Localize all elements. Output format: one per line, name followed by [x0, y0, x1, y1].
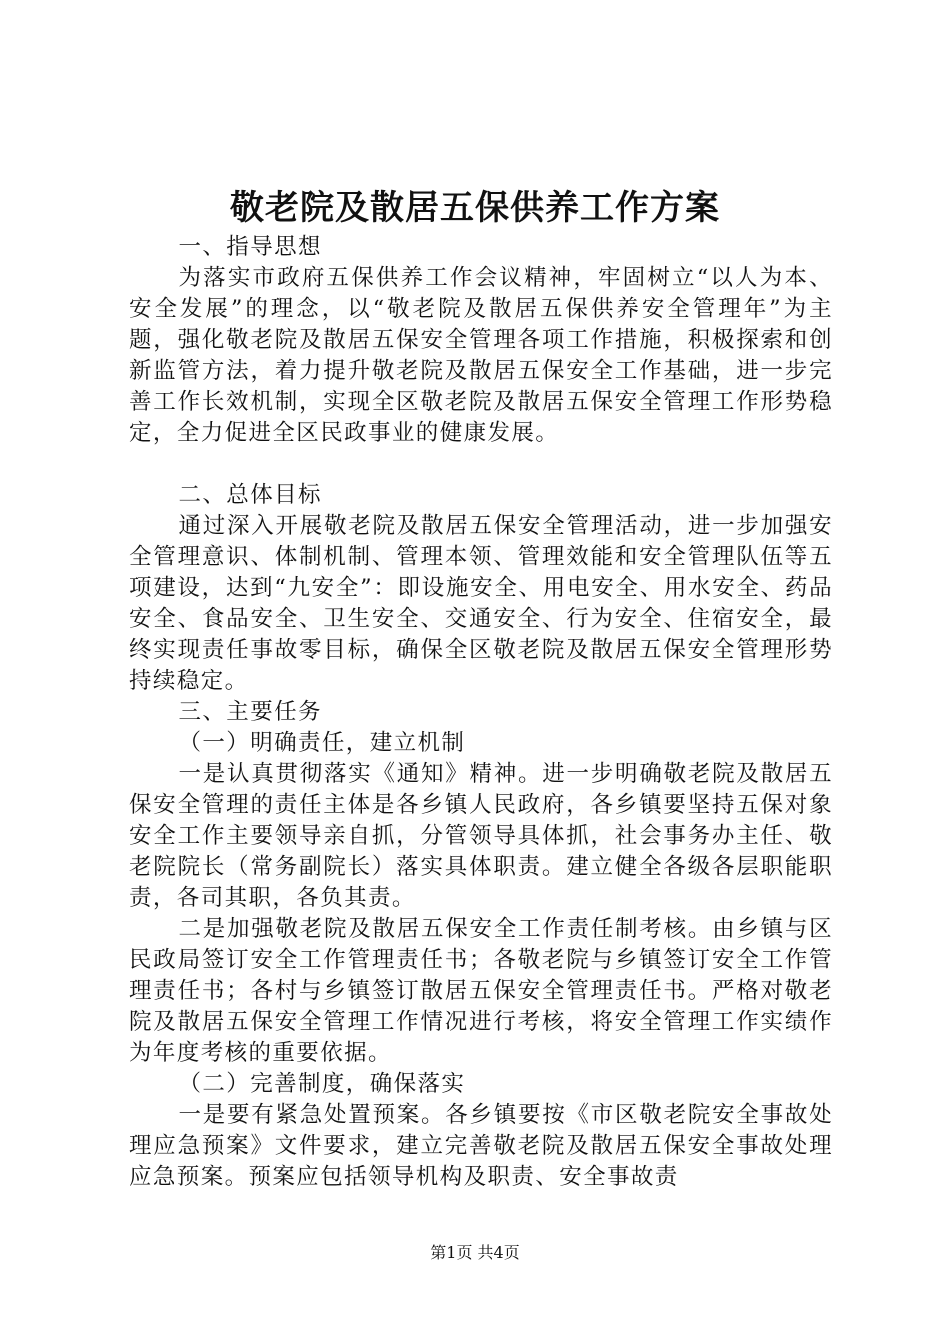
section-heading-overall-goal: 二、总体目标	[178, 482, 322, 508]
paragraph-task-1: 一是认真贯彻落实《通知》精神。进一步明确敬老院及散居五保安全管理的责任主体是各乡镇人民政府，各乡镇要坚持五保对象安全工作主要领导亲自抓，分管领导具体抓，社会事务办主任、敬老院院长（常务副院长）落实具体职责。建立健全各级各层职能职责，各司其职，各负其责。	[129, 761, 833, 911]
section-heading-main-tasks: 三、主要任务	[178, 699, 322, 725]
page-title: 敬老院及散居五保供养工作方案	[230, 188, 720, 228]
subsection-heading-responsibility: （一）明确责任，建立机制	[178, 730, 466, 756]
paragraph-task-2: 二是加强敬老院及散居五保安全工作责任制考核。由乡镇与区民政局签订安全工作管理责任书；各敬老院与乡镇签订安全工作管理责任书；各村与乡镇签订散居五保安全管理责任书。严格对敬老院及散居五保安全管理工作情况进行考核，将安全管理工作实绩作为年度考核的重要依据。	[129, 916, 833, 1066]
paragraph-task-3: 一是要有紧急处置预案。各乡镇要按《市区敬老院安全事故处理应急预案》文件要求，建立完善敬老院及散居五保安全事故处理应急预案。预案应包括领导机构及职责、安全事故责	[129, 1102, 833, 1190]
page-footer: 第1页 共4页	[430, 1243, 520, 1262]
paragraph-overall-goal: 通过深入开展敬老院及散居五保安全管理活动，进一步加强安全管理意识、体制机制、管理本领、管理效能和安全管理队伍等五项建设，达到“九安全”：即设施安全、用电安全、用水安全、药品安全、食品安全、卫生安全、交通安全、行为安全、住宿安全，最终实现责任事故零目标，确保全区敬老院及散居五保安全管理形势持续稳定。	[129, 513, 833, 694]
blank-line	[129, 449, 833, 480]
subsection-heading-system: （二）完善制度，确保落实	[178, 1071, 466, 1097]
paragraph-guiding-thought: 为落实市政府五保供养工作会议精神，牢固树立“以人为本、安全发展”的理念，以“敬老院及散居五保供养安全管理年”为主题，强化敬老院及散居五保安全管理各项工作措施，积极探索和创新监管方法，着力提升敬老院及散居五保安全工作基础，进一步完善工作长效机制，实现全区敬老院及散居五保安全管理工作形势稳定，全力促进全区民政事业的健康发展。	[129, 265, 833, 446]
section-heading-guiding-thought: 一、指导思想	[178, 234, 322, 260]
document-body	[129, 232, 833, 1193]
